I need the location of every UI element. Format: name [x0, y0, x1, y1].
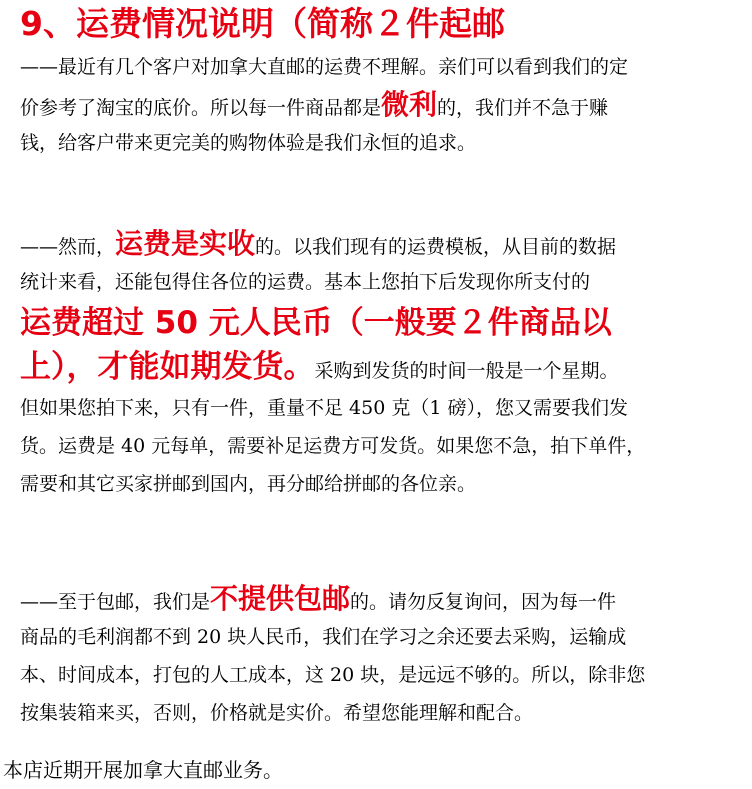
- section-title: 9、运费情况说明（简称２件起邮: [20, 4, 505, 43]
- paragraph-line: [20, 580, 745, 618]
- text-segment: 采购到发货的时间一般是一个星期。: [314, 360, 619, 382]
- paragraph-line: 统计来看，还能包得住各位的运费。基本上您拍下后发现你所支付的: [20, 271, 591, 293]
- paragraph-line: [20, 345, 745, 389]
- highlight-fee-threshold: 运费超过 50 元人民币（一般要２件商品以: [20, 305, 612, 341]
- paragraph-line: [20, 225, 745, 263]
- highlight-ship-on-time: 上），才能如期发货。: [20, 349, 315, 385]
- paragraph-shipping-fee: [20, 225, 745, 503]
- paragraph-line: 本、时间成本，打包的人工成本，这 20 块，是远远不够的。所以，除非您: [20, 664, 646, 686]
- text-segment: 价参考了淘宝的底价。所以每一件商品都是: [20, 97, 382, 119]
- highlight-actual-fee: 运费是实收: [115, 227, 256, 260]
- paragraph-pricing: [20, 48, 745, 162]
- paragraph-line: [20, 301, 745, 345]
- highlight-no-free-shipping: 不提供包邮: [210, 582, 351, 615]
- paragraph-line: 需要和其它买家拼邮到国内，再分邮给拼邮的各位亲。: [20, 473, 477, 495]
- paragraph-no-free-shipping: [20, 580, 745, 732]
- paragraph-line: 按集装箱来买，否则，价格就是实价。希望您能理解和配合。: [20, 702, 534, 724]
- paragraph-line: 货。运费是 40 元每单，需要补足运费方可发货。如果您不急，拍下单件，: [20, 435, 646, 457]
- text-segment: 的。以我们现有的运费模板，从目前的数据: [255, 236, 617, 258]
- paragraph-line: 商品的毛利润都不到 20 块人民币，我们在学习之余还要去采购，运输成: [20, 626, 627, 648]
- footer-note: 本店近期开展加拿大直邮业务。: [3, 758, 283, 782]
- text-segment: ——至于包邮，我们是: [20, 591, 211, 613]
- paragraph-line: [20, 86, 745, 124]
- text-segment: 的。请勿反复询问，因为每一件: [350, 591, 617, 613]
- paragraph-line: ——最近有几个客户对加拿大直邮的运费不理解。亲们可以看到我们的定: [20, 56, 629, 78]
- highlight-small-profit: 微利: [381, 88, 438, 121]
- text-segment: ——然而，: [20, 236, 116, 258]
- paragraph-line: 钱，给客户带来更完美的购物体验是我们永恒的追求。: [20, 132, 477, 154]
- paragraph-line: 但如果您拍下来，只有一件，重量不足 450 克（1 磅），您又需要我们发: [20, 397, 628, 419]
- text-segment: 的，我们并不急于赚: [437, 97, 609, 119]
